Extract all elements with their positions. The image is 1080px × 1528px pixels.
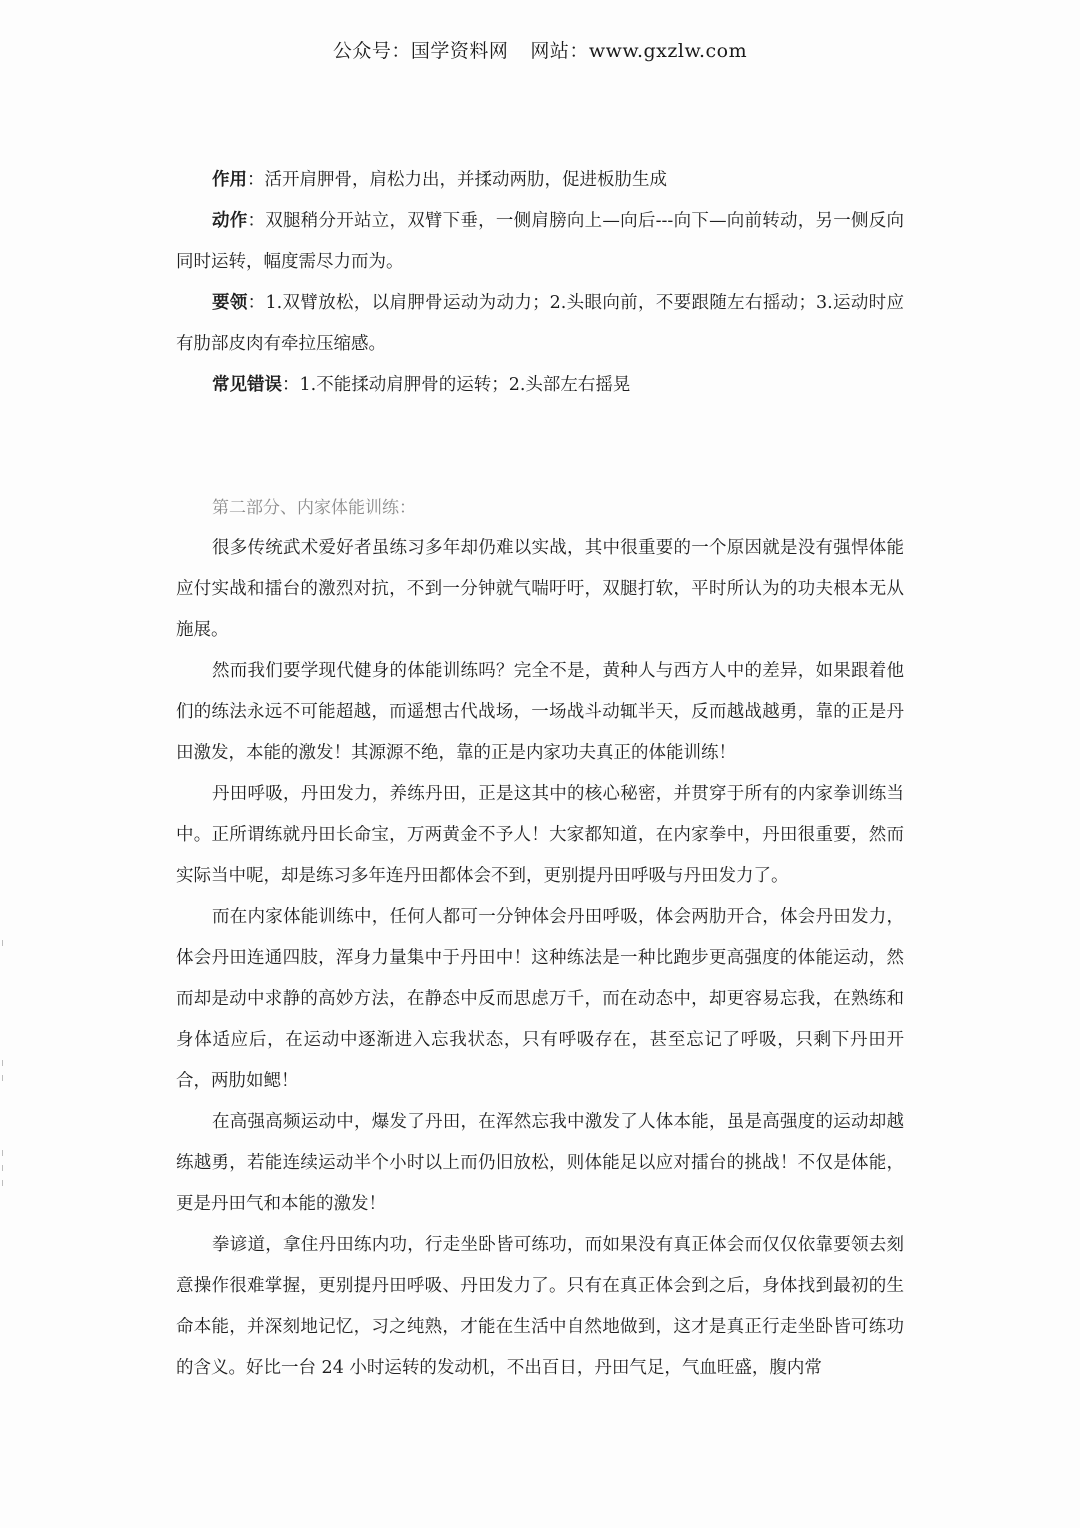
paragraph: 丹田呼吸，丹田发力，养练丹田，正是这其中的核心秘密，并贯穿于所有的内家拳训练当中。正所谓练就丹田长命宝，万两黄金不予人！大家都知道，在内家拳中，丹田很重要，然而实际当中呢，却是练习多年连丹田都体会不到，更别提丹田呼吸与丹田发力了。 (176, 784, 904, 886)
paragraph: 拳谚道，拿住丹田练内功，行走坐卧皆可练功，而如果没有真正体会而仅仅依靠要领去刻意操作很难掌握，更别提丹田呼吸、丹田发力了。只有在真正体会到之后，身体找到最初的生命本能，并深刻地记忆，习之纯熟，才能在生活中自然地做到，这才是真正行走坐卧皆可练功的含义。好比一台 24 小时运转的发动机，不出百日，丹田气足，气血旺盛，腹内常 (176, 1235, 904, 1378)
action-text: ：双腿稍分开站立，双臂下垂，一侧肩膀向上—向后---向下—向前转动，另一侧反向同时运转，幅度需尽力而为。 (176, 211, 904, 272)
effect-line (176, 160, 904, 201)
page-header (0, 36, 1080, 63)
exercise-description (176, 160, 904, 406)
paragraph: 然而我们要学现代健身的体能训练吗？完全不是，黄种人与西方人中的差异，如果跟着他们的练法永远不可能超越，而遥想古代战场，一场战斗动辄半天，反而越战越勇，靠的正是丹田激发，本能的激发！其源源不绝，靠的正是内家功夫真正的体能训练！ (176, 661, 904, 763)
scan-edge-marks (0, 940, 6, 1200)
section-title: 第二部分、内家体能训练： (212, 498, 416, 518)
key-points-label: 要领 (212, 293, 248, 313)
action-label: 动作 (212, 211, 248, 231)
paragraph: 在高强高频运动中，爆发了丹田，在浑然忘我中激发了人体本能，虽是高强度的运动却越练越勇，若能连续运动半个小时以上而仍旧放松，则体能足以应对擂台的挑战！不仅是体能，更是丹田气和本能的激发！ (176, 1112, 904, 1214)
paragraph: 而在内家体能训练中，任何人都可一分钟体会丹田呼吸，体会两肋开合，体会丹田发力，体会丹田连通四肢，浑身力量集中于丹田中！这种练法是一种比跑步更高强度的体能运动，然而却是动中求静的高妙方法，在静态中反而思虑万千，而在动态中，却更容易忘我，在熟练和身体适应后，在运动中逐渐进入忘我状态，只有呼吸存在，甚至忘记了呼吸，只剩下丹田开合，两肋如鳃！ (176, 907, 904, 1091)
common-errors-line (176, 365, 904, 406)
common-errors-text: ：1.不能揉动肩胛骨的运转；2.头部左右摇晃 (282, 375, 631, 395)
header-account: 公众号：国学资料网 (332, 40, 509, 62)
paragraph: 很多传统武术爱好者虽练习多年却仍难以实战，其中很重要的一个原因就是没有强悍体能应付实战和擂台的激烈对抗，不到一分钟就气喘吁吁，双腿打软，平时所认为的功夫根本无从施展。 (176, 538, 904, 640)
header-website: 网站：www.gxzlw.com (530, 40, 748, 62)
effect-label: 作用 (212, 170, 247, 190)
effect-text: ：活开肩胛骨，肩松力出，并揉动两肋，促进板肋生成 (247, 170, 667, 190)
action-line (176, 201, 904, 283)
key-points-text: ：1.双臂放松，以肩胛骨运动为动力；2.头眼向前，不要跟随左右摇动；3.运动时应有肋部皮肉有牵拉压缩感。 (176, 293, 905, 354)
section-body (176, 528, 904, 1389)
common-errors-label: 常见错误 (212, 375, 282, 395)
key-points-line (176, 283, 904, 365)
